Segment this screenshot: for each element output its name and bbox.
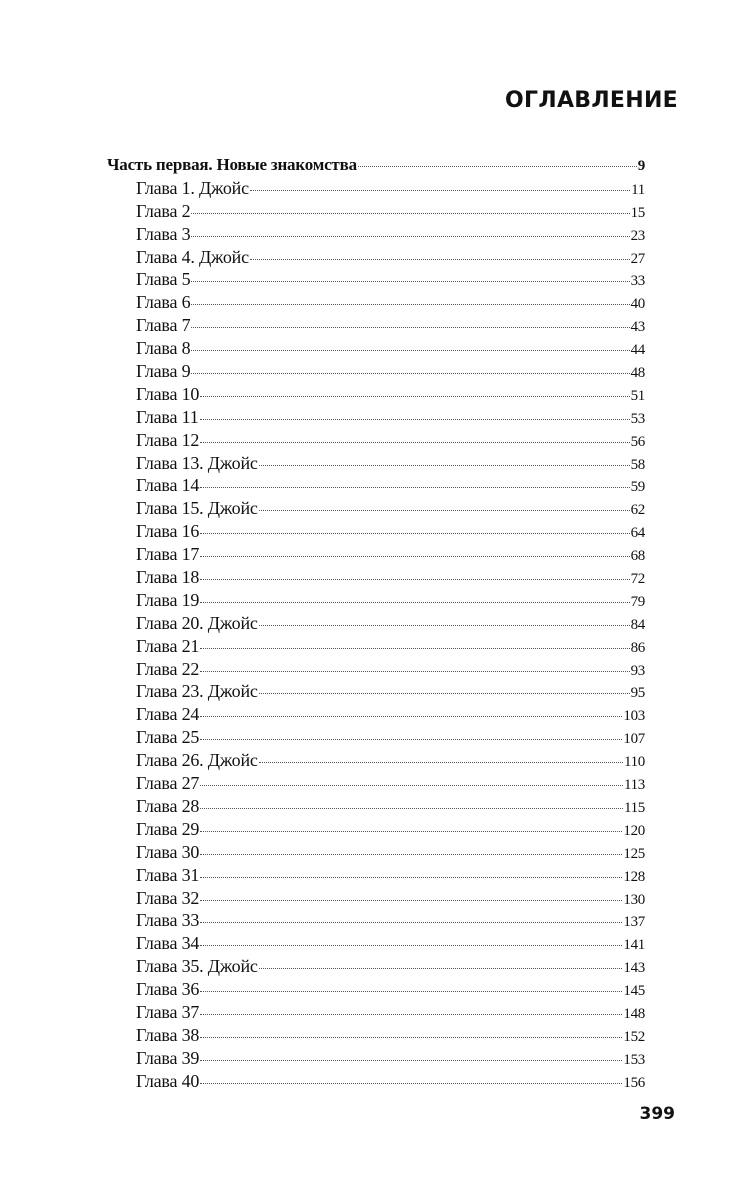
toc-chapter-page: 125 [623, 845, 645, 862]
toc-chapter-title: Глава 39 [136, 1047, 200, 1068]
toc-chapter-page: 137 [623, 914, 645, 931]
dot-leader [200, 556, 629, 557]
dot-leader [200, 945, 622, 946]
dot-leader [191, 236, 629, 237]
dot-leader [259, 625, 630, 626]
dot-leader [259, 693, 630, 694]
toc-chapter-entry[interactable] [107, 680, 645, 703]
dot-leader [191, 304, 629, 305]
toc-chapter-page: 59 [630, 479, 645, 496]
dot-leader [200, 808, 623, 809]
toc-chapter-page: 141 [623, 937, 645, 954]
toc-chapter-page: 64 [630, 525, 645, 542]
toc-chapter-entry[interactable] [107, 1024, 645, 1047]
dot-leader [259, 465, 630, 466]
toc-chapter-title: Глава 14 [136, 475, 200, 496]
toc-chapter-entry[interactable] [107, 360, 645, 383]
toc-chapter-entry[interactable] [107, 909, 645, 932]
toc-chapter-page: 27 [630, 250, 645, 267]
toc-chapter-entry[interactable] [107, 749, 645, 772]
toc-chapter-page: 84 [630, 616, 645, 633]
dot-leader [200, 533, 629, 534]
toc-chapter-page: 15 [630, 204, 645, 221]
toc-chapter-title: Глава 40 [136, 1070, 200, 1091]
toc-chapter-entry[interactable] [107, 246, 645, 269]
dot-leader [200, 442, 629, 443]
dot-leader [259, 968, 623, 969]
toc-chapter-page: 120 [623, 822, 645, 839]
dot-leader [200, 716, 622, 717]
dot-leader [200, 396, 629, 397]
toc-chapter-entry[interactable] [107, 635, 645, 658]
page-number: 399 [639, 1104, 675, 1124]
toc-chapter-entry[interactable] [107, 1047, 645, 1070]
toc-chapter-title: Глава 29 [136, 818, 200, 839]
toc-chapter-page: 128 [623, 868, 645, 885]
toc-chapter-page: 152 [623, 1028, 645, 1045]
toc-chapter-entry[interactable] [107, 932, 645, 955]
toc-chapter-page: 40 [630, 296, 645, 313]
toc-chapter-title: Глава 5 [136, 269, 191, 290]
toc-chapter-page: 48 [630, 365, 645, 382]
toc-part-page: 9 [637, 158, 645, 174]
toc-chapter-entry[interactable] [107, 177, 645, 200]
table-of-contents [107, 154, 645, 1093]
dot-leader [191, 327, 629, 328]
toc-chapter-entry[interactable] [107, 658, 645, 681]
dot-leader [200, 922, 622, 923]
toc-chapter-title: Глава 37 [136, 1001, 200, 1022]
toc-chapter-entry[interactable] [107, 589, 645, 612]
toc-chapter-page: 33 [630, 273, 645, 290]
toc-chapter-entry[interactable] [107, 268, 645, 291]
toc-chapter-entry[interactable] [107, 314, 645, 337]
toc-chapter-entry[interactable] [107, 887, 645, 910]
toc-chapter-page: 44 [630, 342, 645, 359]
dot-leader [200, 785, 623, 786]
toc-chapter-page: 43 [630, 319, 645, 336]
dot-leader [259, 762, 623, 763]
toc-chapter-title: Глава 32 [136, 887, 200, 908]
dot-leader [200, 1060, 622, 1061]
toc-chapter-page: 62 [630, 502, 645, 519]
toc-chapter-entry[interactable] [107, 841, 645, 864]
toc-chapter-title: Глава 6 [136, 292, 191, 313]
toc-chapter-title: Глава 24 [136, 704, 200, 725]
dot-leader [200, 487, 629, 488]
toc-chapter-title: Глава 12 [136, 429, 200, 450]
toc-chapter-page: 95 [630, 685, 645, 702]
toc-part-entry[interactable] [107, 154, 645, 177]
toc-chapter-entry[interactable] [107, 291, 645, 314]
toc-chapter-entry[interactable] [107, 1070, 645, 1093]
toc-chapter-title: Глава 31 [136, 864, 200, 885]
dot-leader [200, 648, 629, 649]
page-title: ОГЛАВЛЕНИЕ [505, 88, 678, 113]
toc-chapter-page: 79 [630, 593, 645, 610]
dot-leader [200, 854, 622, 855]
toc-chapter-entry[interactable] [107, 818, 645, 841]
toc-chapter-title: Глава 1. Джойс [136, 177, 249, 198]
toc-chapter-page: 110 [623, 754, 645, 771]
toc-chapter-title: Глава 22 [136, 658, 200, 679]
toc-chapter-title: Глава 21 [136, 635, 200, 656]
toc-chapter-entry[interactable] [107, 1001, 645, 1024]
toc-chapter-page: 51 [630, 387, 645, 404]
toc-chapter-entry[interactable] [107, 726, 645, 749]
dot-leader [200, 739, 622, 740]
toc-chapter-page: 11 [631, 181, 645, 198]
dot-leader [200, 900, 622, 901]
toc-chapter-title: Глава 8 [136, 338, 191, 359]
toc-chapter-title: Глава 34 [136, 933, 200, 954]
toc-chapter-page: 113 [623, 777, 645, 794]
toc-chapter-entry[interactable] [107, 978, 645, 1001]
toc-chapter-title: Глава 7 [136, 315, 191, 336]
dot-leader [250, 259, 630, 260]
toc-chapter-title: Глава 33 [136, 910, 200, 931]
toc-chapter-entry[interactable] [107, 452, 645, 475]
toc-chapter-entry[interactable] [107, 520, 645, 543]
toc-chapter-title: Глава 35. Джойс [136, 956, 258, 977]
toc-chapter-page: 53 [630, 410, 645, 427]
dot-leader [200, 671, 629, 672]
toc-chapter-page: 153 [623, 1051, 645, 1068]
toc-chapter-entry[interactable] [107, 223, 645, 246]
toc-chapter-title: Глава 16 [136, 521, 200, 542]
toc-chapter-title: Глава 28 [136, 795, 200, 816]
toc-part-title: Часть первая. Новые знакомства [107, 155, 357, 174]
toc-chapter-entry[interactable] [107, 955, 645, 978]
toc-chapter-page: 130 [623, 891, 645, 908]
toc-chapter-title: Глава 2 [136, 200, 191, 221]
toc-chapter-entry[interactable] [107, 772, 645, 795]
dot-leader [200, 991, 622, 992]
toc-chapter-title: Глава 19 [136, 589, 200, 610]
dot-leader [200, 419, 630, 420]
toc-chapter-entry[interactable] [107, 200, 645, 223]
toc-chapter-entry[interactable] [107, 566, 645, 589]
dot-leader [200, 1037, 622, 1038]
toc-chapter-page: 86 [630, 639, 645, 656]
toc-chapter-title: Глава 9 [136, 361, 191, 382]
toc-chapter-page: 148 [623, 1005, 645, 1022]
toc-chapter-page: 72 [630, 571, 645, 588]
toc-chapter-page: 143 [623, 960, 645, 977]
toc-chapter-page: 58 [630, 456, 645, 473]
toc-chapter-title: Глава 17 [136, 544, 200, 565]
toc-chapter-title: Глава 13. Джойс [136, 452, 258, 473]
toc-chapter-title: Глава 4. Джойс [136, 246, 249, 267]
toc-chapter-entry[interactable] [107, 612, 645, 635]
toc-chapter-title: Глава 36 [136, 979, 200, 1000]
toc-chapter-title: Глава 10 [136, 383, 200, 404]
toc-chapter-page: 68 [630, 548, 645, 565]
dot-leader [200, 1014, 622, 1015]
toc-chapter-title: Глава 38 [136, 1024, 200, 1045]
toc-chapter-title: Глава 15. Джойс [136, 498, 258, 519]
toc-chapter-page: 103 [623, 708, 645, 725]
toc-chapter-page: 145 [623, 983, 645, 1000]
toc-chapter-page: 23 [630, 227, 645, 244]
toc-chapter-entry[interactable] [107, 543, 645, 566]
dot-leader [250, 190, 630, 191]
toc-chapter-page: 156 [623, 1074, 645, 1091]
dot-leader [191, 213, 629, 214]
dot-leader [259, 510, 630, 511]
toc-chapter-entry[interactable] [107, 429, 645, 452]
toc-chapter-entry[interactable] [107, 497, 645, 520]
toc-chapter-title: Глава 20. Джойс [136, 612, 258, 633]
dot-leader [200, 831, 622, 832]
toc-chapter-entry[interactable] [107, 406, 645, 429]
toc-chapter-entry[interactable] [107, 703, 645, 726]
toc-chapter-page: 56 [630, 433, 645, 450]
toc-chapter-entry[interactable] [107, 383, 645, 406]
toc-chapter-entry[interactable] [107, 864, 645, 887]
dot-leader [358, 166, 637, 167]
toc-chapter-page: 115 [623, 799, 645, 816]
dot-leader [191, 350, 629, 351]
toc-chapter-entry[interactable] [107, 795, 645, 818]
dot-leader [200, 877, 622, 878]
toc-chapter-page: 93 [630, 662, 645, 679]
dot-leader [200, 602, 629, 603]
toc-chapter-title: Глава 26. Джойс [136, 750, 258, 771]
toc-chapter-title: Глава 18 [136, 567, 200, 588]
toc-chapter-title: Глава 11 [136, 406, 199, 427]
dot-leader [200, 1083, 622, 1084]
toc-chapter-title: Глава 3 [136, 223, 191, 244]
toc-chapter-entry[interactable] [107, 337, 645, 360]
toc-chapter-title: Глава 25 [136, 727, 200, 748]
toc-chapter-title: Глава 30 [136, 841, 200, 862]
toc-chapter-title: Глава 27 [136, 773, 200, 794]
toc-chapter-title: Глава 23. Джойс [136, 681, 258, 702]
toc-chapter-page: 107 [623, 731, 645, 748]
dot-leader [191, 281, 629, 282]
dot-leader [200, 579, 629, 580]
dot-leader [191, 373, 629, 374]
toc-chapter-entry[interactable] [107, 474, 645, 497]
